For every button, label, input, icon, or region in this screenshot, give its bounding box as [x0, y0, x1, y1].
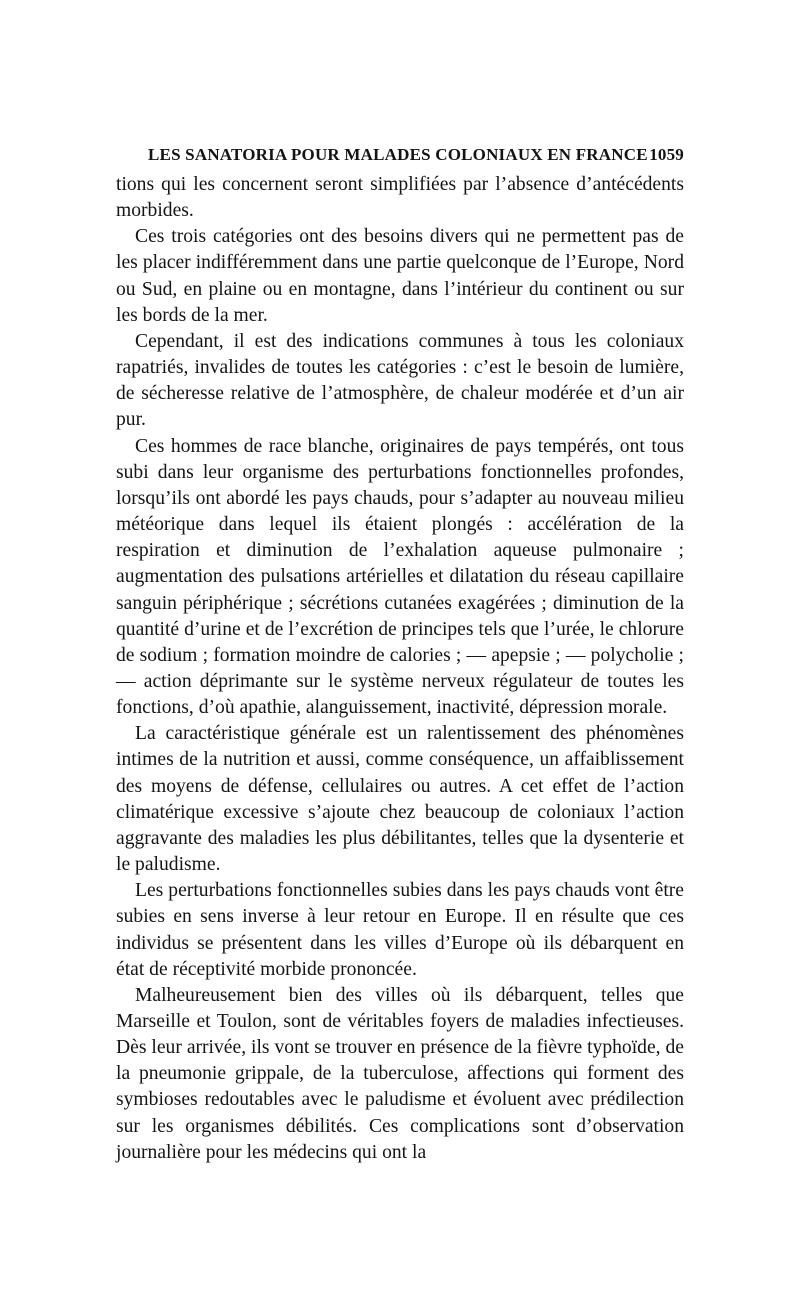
page-number: 1059 [649, 145, 684, 164]
paragraph: Les perturbations fonctionnelles subies dans les pays chauds vont être subies en sens inverse à leur retour en Europe. Il en résulte que ces individus se présentent dans les villes d’Europe où ils débarquent en état de réceptivité morbide prononcée. [116, 880, 684, 980]
running-head [148, 145, 684, 171]
paragraph: La caractéristique générale est un ralentissement des phénomènes intimes de la nutrition et aussi, comme conséquence, un affaiblissement des moyens de défense, cellulaires ou autres. A cet effet de l’action climatérique excessive s’ajoute chez beaucoup de coloniaux l’action aggravante des maladies les plus débilitantes, telles que la dysenterie et le paludisme. [116, 723, 684, 876]
running-title: LES SANATORIA POUR MALADES COLONIAUX EN FRANCE [148, 145, 648, 164]
body-text [116, 172, 684, 1166]
paragraph: Cependant, il est des indications communes à tous les coloniaux rapatriés, invalides de toutes les catégories : c’est le besoin de lumière, de sécheresse relative de l’atmosphère, de chaleur modérée et d’un air pur. [116, 330, 684, 431]
paragraph: Ces hommes de race blanche, originaires de pays tempérés, ont tous subi dans leur organisme des perturbations fonctionnelles profondes, lorsqu’ils ont abordé les pays chauds, pour s’adapter au nouveau milieu météorique dans lequel ils étaient plongés : accélération de la respiration et diminution de l’exhalation aqueuse pulmonaire ; augmentation des pulsations artérielles et dilatation du réseau capillaire sanguin périphérique ; sécrétions cutanées exagérées ; diminution de la quantité d’urine et de l’excrétion de principes tels que l’urée, le chlorure de sodium ; formation moindre de calories ; — apepsie ; — polycholie ; — action déprimante sur le système nerveux régulateur de toutes les fonctions, d’où apathie, alanguissement, inactivité, dépression morale. [116, 435, 684, 719]
paragraph: Malheureusement bien des villes où ils débarquent, telles que Marseille et Toulon, sont de véritables foyers de maladies infectieuses. Dès leur arrivée, ils vont se trouver en présence de la fièvre typhoïde, de la pneumonie grippale, de la tuberculose, affections qui forment des symbioses redoutables avec le paludisme et évoluent avec prédilection sur les organismes débilités. Ces complications sont d’observation journalière pour les médecins qui ont la [116, 984, 684, 1163]
paragraph-continuation: tions qui les concernent seront simplifiées par l’absence d’antécédents morbides. [116, 174, 684, 222]
paragraph: Ces trois catégories ont des besoins divers qui ne permettent pas de les placer indifféremment dans une partie quelconque de l’Europe, Nord ou Sud, en plaine ou en montagne, dans l’intérieur du continent ou sur les bords de la mer. [116, 226, 684, 326]
